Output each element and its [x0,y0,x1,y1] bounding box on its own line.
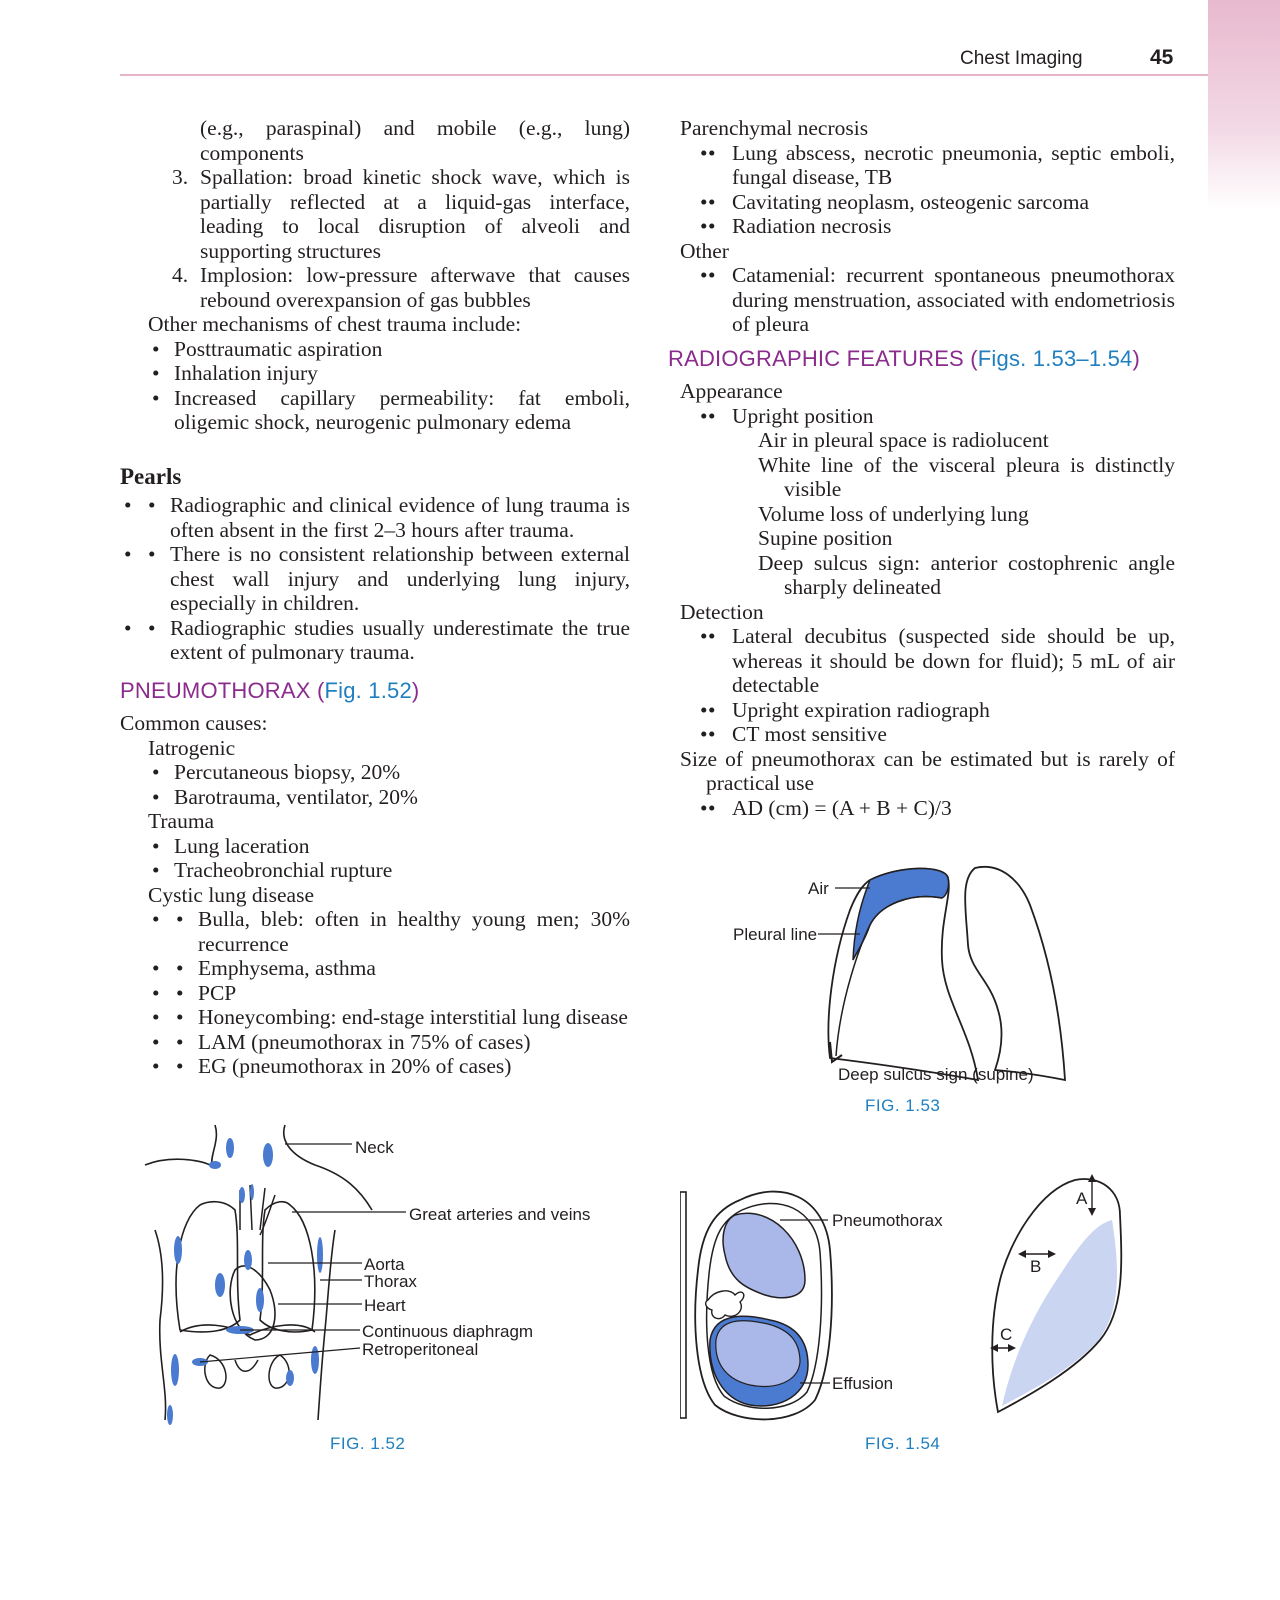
fig-1-52-link: Fig. 1.52 [324,677,412,703]
mechanism-item-4: 4. Implosion: low-pressure afterwave that causes rebound overexpansion of gas bubbles [172,263,630,312]
list-item: • • LAM (pneumothorax in 75% of cases) [120,1030,630,1055]
list-item: • • Upright expiration radiograph [668,698,1175,723]
detection-heading: Detection [680,599,764,624]
appearance-line: White line of the visceral pleura is distinctly visible [758,452,1175,501]
pearls-heading: Pearls [120,463,182,489]
fig-1-52-caption: FIG. 1.52 [330,1434,406,1453]
fig-1-52-label-heart: Heart [364,1296,406,1315]
list-item: • • Bulla, bleb: often in healthy young men; 30% recurrence [120,907,630,956]
cause-group-trauma: Trauma [148,809,215,833]
list-item: • Tracheobronchial rupture [120,858,630,883]
list-item: • Inhalation injury [120,361,630,386]
measurement-a: A [1076,1189,1088,1208]
list-item: • • EG (pneumothorax in 20% of cases) [120,1054,630,1079]
fig-1-54-label-pneumothorax: Pneumothorax [832,1211,943,1230]
pneumothorax-heading: PNEUMOTHORAX (Fig. 1.52) [120,677,420,703]
size-paragraph: Size of pneumothorax can be estimated but is rarely of practical use [680,746,1175,795]
fig-1-52-label-great-arteries: Great arteries and veins [409,1205,591,1224]
fig-1-53-label-deep-sulcus: Deep sulcus sign (supine) [838,1065,1034,1084]
list-item: • Barotrauma, ventilator, 20% [120,785,630,810]
appearance-line: Air in pleural space is radiolucent [758,428,1049,452]
list-item: • • Lung abscess, necrotic pneumonia, septic emboli, fungal disease, TB [668,141,1175,190]
list-item: • Lung laceration [120,834,630,859]
pearl-item: • • There is no consistent relationship between external chest wall injury and underlying lung injury, especially in children. [120,542,630,616]
fig-1-52-label-aorta: Aorta [364,1255,405,1274]
chapter-tab [1208,0,1280,210]
upright-lung-shaded [1002,1220,1117,1406]
list-item: • Increased capillary permeability: fat emboli, oligemic shock, neurogenic pulmonary edema [120,386,630,435]
pneumothorax-region [723,1213,805,1298]
parenchymal-heading: Parenchymal necrosis [680,116,869,140]
fig-1-53-label-air: Air [808,879,829,898]
fig-1-53-label-pleural-line: Pleural line [733,925,818,944]
figure-1-53 [720,850,1100,1120]
list-item: • Posttraumatic aspiration [120,337,630,362]
air-streaks [167,1138,323,1425]
fig-1-53-caption: FIG. 1.53 [865,1096,941,1115]
formula-item: • • AD (cm) = (A + B + C)/3 [668,796,1175,821]
left-column [120,116,630,1079]
mechanism-continuation: (e.g., paraspinal) and mobile (e.g., lung) components [200,116,630,165]
right-lung-outline [965,867,1065,1080]
appearance-line: Supine position [758,526,893,550]
causes-intro: Common causes: [120,711,268,735]
list-item: • • Honeycombing: end-stage interstitial lung disease [120,1005,630,1030]
pleural-line [836,897,942,1056]
header-rule [120,74,1208,76]
figure-1-52 [140,1120,600,1430]
list-item: • • Emphysema, asthma [120,956,630,981]
figs-1-53-1-54-link: Figs. 1.53–1.54 [977,345,1133,371]
mechanism-item-3: 3. Spallation: broad kinetic shock wave, which is partially reflected at a liquid-gas interface, leading to local disruption of alveoli and supporting structures [172,165,630,263]
list-item: • • Radiation necrosis [668,214,1175,239]
list-item: • • CT most sensitive [668,722,1175,747]
appearance-line: Deep sulcus sign: anterior costophrenic angle sharply delineated [758,550,1175,599]
measurement-b: B [1030,1257,1042,1276]
fig-1-54-caption: FIG. 1.54 [865,1434,941,1453]
cause-group-cystic: Cystic lung disease [148,882,315,907]
list-item: • • PCP [120,981,630,1006]
other-heading: Other [680,238,729,263]
running-head: Chest Imaging [960,48,1083,69]
fig-1-52-label-neck: Neck [355,1138,394,1157]
fig-1-52-label-diaphragm: Continuous diaphragm [362,1322,534,1341]
pearl-item: • • Radiographic and clinical evidence of lung trauma is often absent in the first 2–3 hours after trauma. [120,493,630,542]
page-number: 45 [1150,46,1174,69]
cause-group-iatrogenic: Iatrogenic [148,735,236,760]
list-item: • • Upright position [668,404,1175,429]
fig-1-54-label-effusion: Effusion [832,1374,894,1393]
pearl-item: • • Radiographic studies usually underestimate the true extent of pulmonary trauma. [120,616,630,665]
appearance-line: Volume loss of underlying lung [758,501,1029,526]
figure-1-54 [680,1170,1160,1430]
list-item: • • Lateral decubitus (suspected side should be up, whereas it should be down for fluid); 5 mL of air detectable [668,624,1175,698]
other-mechanisms-intro: Other mechanisms of chest trauma include: [148,312,522,336]
list-item: • Percutaneous biopsy, 20% [120,760,630,785]
right-column [668,116,1175,820]
fig-1-52-label-retroperitoneal: Retroperitoneal [362,1340,479,1359]
list-item: • • Cavitating neoplasm, osteogenic sarcoma [668,190,1175,215]
measurement-c: C [1000,1325,1013,1344]
list-item: • • Catamenial: recurrent spontaneous pneumothorax during menstruation, associated with endometriosis of pleura [668,263,1175,337]
radiographic-features-heading: RADIOGRAPHIC FEATURES (Figs. 1.53–1.54) [668,345,1140,371]
appearance-heading: Appearance [680,379,783,403]
fig-1-52-label-thorax: Thorax [364,1272,417,1291]
